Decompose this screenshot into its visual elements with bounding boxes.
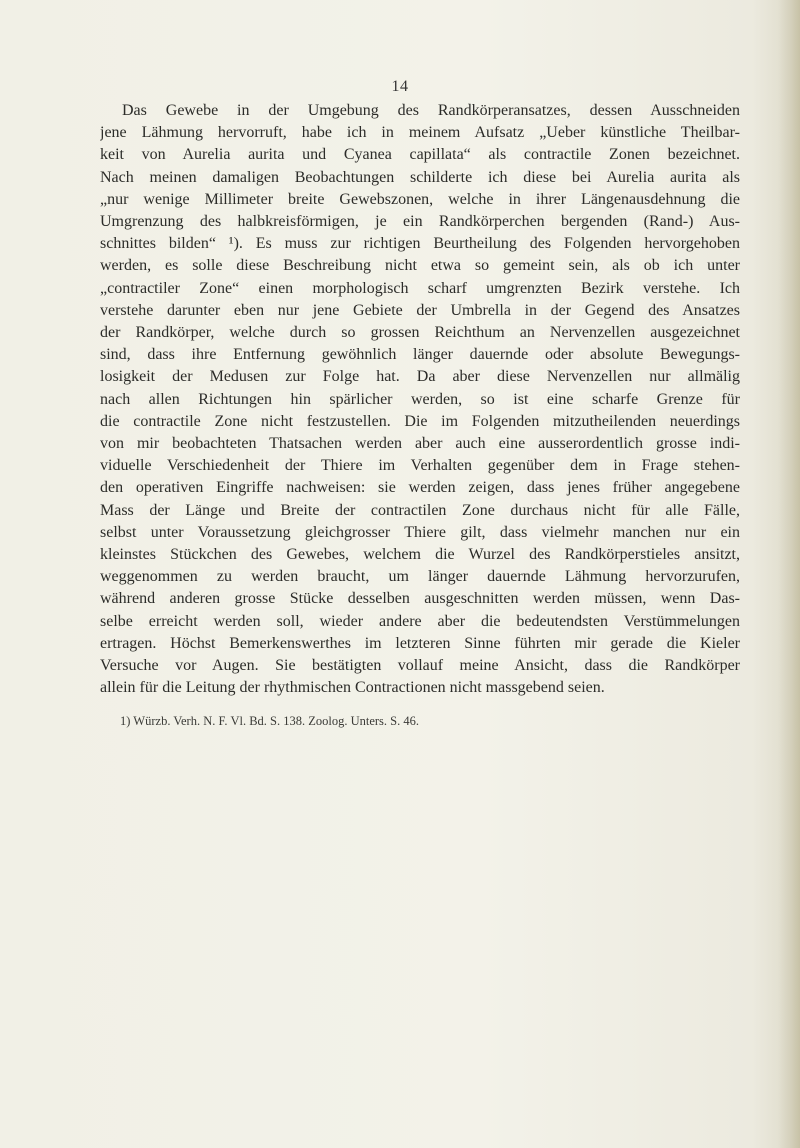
text-line: Versuche vor Augen. Sie bestätigten vollauf meine Ansicht, dass die Randkörper [100, 657, 740, 675]
text-line: sind, dass ihre Entfernung gewöhnlich länger dauernde oder absolute Bewegungs- [100, 346, 740, 364]
text-line: allein für die Leitung der rhythmischen Contractionen nicht massgebend seien. [100, 679, 605, 697]
footnote: 1) Würzb. Verh. N. F. Vl. Bd. S. 138. Zoolog. Unters. S. 46. [120, 714, 419, 728]
text-line: nach allen Richtungen hin spärlicher werden, so ist eine scharfe Grenze für [100, 390, 740, 408]
body-paragraph [100, 100, 740, 699]
text-line: „nur wenige Millimeter breite Gewebszonen, welche in ihrer Längenausdehnung die [100, 190, 740, 208]
text-line: die contractile Zone nicht festzustellen. Die im Folgenden mitzutheilenden neuerdings [100, 412, 740, 430]
text-line: schnittes bilden“ ¹). Es muss zur richtigen Beurtheilung des Folgenden hervorgehoben [100, 235, 740, 253]
text-line: den operativen Eingriffe nachweisen: sie werden zeigen, dass jenes früher angegebene [100, 479, 740, 497]
text-line: selbe erreicht werden soll, wieder andere aber die bedeutendsten Verstümmelungen [100, 612, 740, 630]
text-line: selbst unter Voraussetzung gleichgrosser Thiere gilt, dass vielmehr manchen nur ein [100, 523, 740, 541]
text-line: „contractiler Zone“ einen morphologisch scharf umgrenzten Bezirk verstehe. Ich [100, 279, 740, 297]
page-edge-shadow [778, 0, 800, 1148]
text-line: werden, es solle diese Beschreibung nicht etwa so gemeint sein, als ob ich unter [100, 257, 740, 275]
text-line: Nach meinen damaligen Beobachtungen schilderte ich diese bei Aurelia aurita als [100, 168, 740, 186]
text-line: keit von Aurelia aurita und Cyanea capillata“ als contractile Zonen bezeichnet. [100, 146, 740, 164]
text-line: weggenommen zu werden braucht, um länger dauernde Lähmung hervorzurufen, [100, 568, 740, 586]
text-line: jene Lähmung hervorruft, habe ich in meinem Aufsatz „Ueber künstliche Theilbar- [100, 124, 740, 142]
text-line: Umgrenzung des halbkreisförmigen, je ein Randkörperchen bergenden (Rand-) Aus- [100, 213, 740, 231]
text-line: während anderen grosse Stücke desselben ausgeschnitten werden müssen, wenn Das- [100, 590, 740, 608]
text-line: kleinstes Stückchen des Gewebes, welchem die Wurzel des Randkörperstieles ansitzt, [100, 546, 740, 564]
text-line: losigkeit der Medusen zur Folge hat. Da aber diese Nervenzellen nur allmälig [100, 368, 740, 386]
text-line: Mass der Länge und Breite der contractilen Zone durchaus nicht für alle Fälle, [100, 501, 740, 519]
text-line: verstehe darunter eben nur jene Gebiete der Umbrella in der Gegend des Ansatzes [100, 301, 740, 319]
text-line: der Randkörper, welche durch so grossen Reichthum an Nervenzellen ausgezeichnet [100, 324, 740, 342]
text-line: viduelle Verschiedenheit der Thiere im Verhalten gegenüber dem in Frage stehen- [100, 457, 740, 475]
text-line: Das Gewebe in der Umgebung des Randkörperansatzes, dessen Ausschneiden [122, 102, 740, 119]
text-line: von mir beobachteten Thatsachen werden aber auch eine ausserordentlich grosse indi- [100, 435, 740, 453]
page-number: 14 [391, 78, 409, 95]
text-line: ertragen. Höchst Bemerkenswerthes im letzteren Sinne führten mir gerade die Kieler [100, 634, 740, 652]
